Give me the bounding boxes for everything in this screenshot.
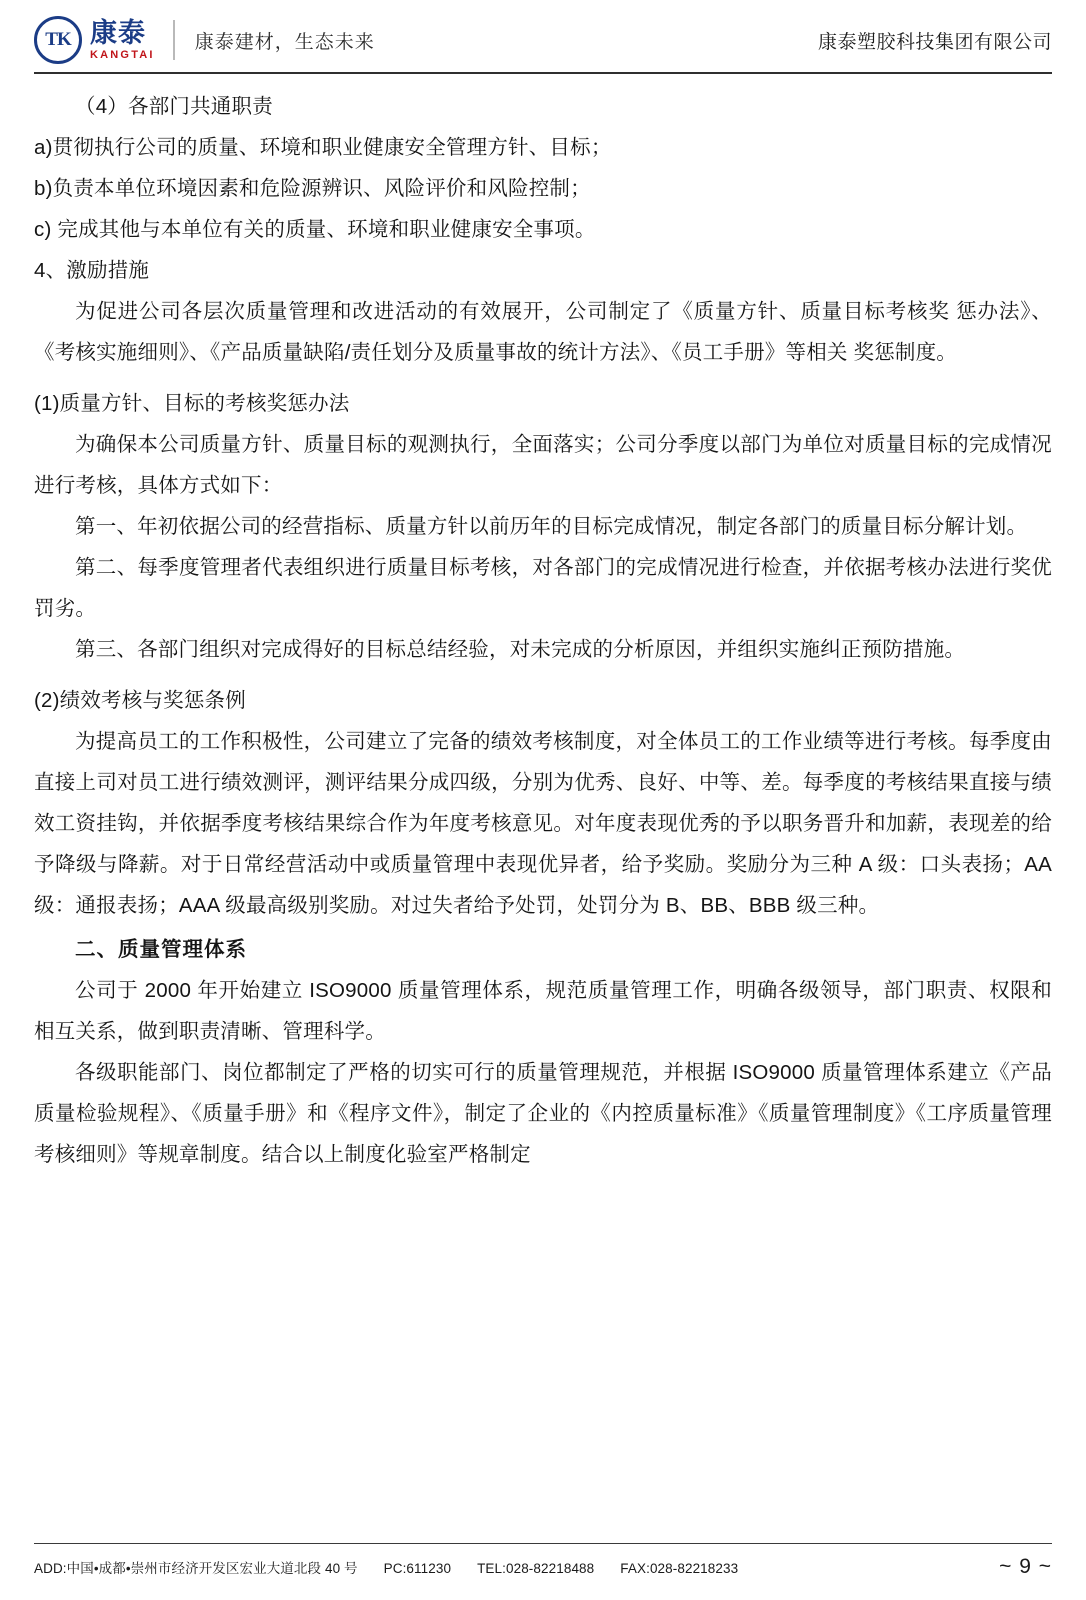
page-number: ~ 9 ~	[999, 1555, 1052, 1578]
document-body	[34, 86, 1052, 1175]
paragraph-duty-b: b)负责本单位环境因素和危险源辨识、风险评价和风险控制；	[34, 177, 591, 200]
logo-chinese-name: 康泰	[90, 17, 146, 48]
paragraph-step-two: 第二、每季度管理者代表组织进行质量目标考核，对各部门的完成情况进行检查，并依据考核办法进行奖优罚劣。	[34, 556, 1052, 620]
section-heading-quality-system: 二、质量管理体系	[75, 938, 247, 961]
paragraph-duty-a: a)贯彻执行公司的质量、环境和职业健康安全管理方针、目标；	[34, 136, 612, 159]
footer-fax: FAX:028-82218233	[620, 1561, 739, 1576]
paragraph-iso-intro: 公司于 2000 年开始建立 ISO9000 质量管理体系，规范质量管理工作，明确各级领导，部门职责、权限和相互关系，做到职责清晰、管理科学。	[34, 979, 1052, 1043]
page-header	[0, 0, 1086, 78]
header-content	[34, 14, 1052, 66]
footer-postcode: PC:611230	[383, 1561, 452, 1576]
header-slogan: 康泰建材，生态未来	[194, 31, 375, 53]
paragraph-policy-assessment-heading: (1)质量方针、目标的考核奖惩办法	[34, 392, 350, 415]
header-company-name: 康泰塑胶科技集团有限公司	[817, 31, 1052, 53]
logo-wordmark	[90, 17, 155, 61]
paragraph-incentive-heading: 4、激励措施	[34, 259, 150, 282]
logo-emblem-icon: TK	[34, 16, 82, 64]
paragraph-common-duties-heading: （4）各部门共通职责	[75, 95, 273, 118]
paragraph-performance-heading: (2)绩效考核与奖惩条例	[34, 689, 246, 712]
header-rule	[34, 72, 1052, 74]
footer-rule	[34, 1543, 1052, 1545]
paragraph-step-one: 第一、年初依据公司的经营指标、质量方针以前历年的目标完成情况，制定各部门的质量目标分解计划。	[75, 515, 1028, 538]
paragraph-iso-documents: 各级职能部门、岗位都制定了严格的切实可行的质量管理规范，并根据 ISO9000 质量管理体系建立《产品质量检验规程》、《质量手册》和《程序文件》，制定了企业的《内控质量标准》《质量管理制度》《工序质量管理考核细则》等规章制度。结合以上制度化验室严格制定	[34, 1061, 1052, 1166]
paragraph-duty-c: c) 完成其他与本单位有关的质量、环境和职业健康安全事项。	[34, 218, 596, 241]
footer-address: ADD:中国•成都•崇州市经济开发区宏业大道北段 40 号	[34, 1561, 358, 1576]
logo-english-name: KANGTAI	[90, 48, 155, 61]
company-logo	[34, 16, 155, 64]
footer-contact-info	[34, 1557, 764, 1577]
paragraph-policy-assessment-body: 为确保本公司质量方针、质量目标的观测执行，全面落实；公司分季度以部门为单位对质量目标的完成情况进行考核，具体方式如下：	[34, 433, 1052, 497]
paragraph-performance-body: 为提高员工的工作积极性，公司建立了完备的绩效考核制度，对全体员工的工作业绩等进行考核。每季度由直接上司对员工进行绩效测评，测评结果分成四级，分别为优秀、良好、中等、差。每季度的考核结果直接与绩效工资挂钩，并依据季度考核结果综合作为年度考核意见。对年度表现优秀的予以职务晋升和加薪，表现差的给予降级与降薪。对于日常经营活动中或质量管理中表现优异者，给予奖励。奖励分为三种 A 级：口头表扬；AA 级：通报表扬；AAA 级最高级别奖励。对过失者给予处罚，处罚分为 B、BB、BBB 级三种。	[34, 730, 1052, 917]
footer-tel: TEL:028-82218488	[477, 1561, 595, 1576]
paragraph-incentive-body: 为促进公司各层次质量管理和改进活动的有效展开，公司制定了《质量方针、质量目标考核奖 惩办法》、《考核实施细则》、《产品质量缺陷/责任划分及质量事故的统计方法》、《员工手册》等相关 奖惩制度。	[34, 300, 1052, 364]
page-footer	[34, 1552, 1052, 1582]
header-divider	[173, 20, 175, 60]
paragraph-step-three: 第三、各部门组织对完成得好的目标总结经验，对未完成的分析原因，并组织实施纠正预防措施。	[75, 638, 966, 661]
